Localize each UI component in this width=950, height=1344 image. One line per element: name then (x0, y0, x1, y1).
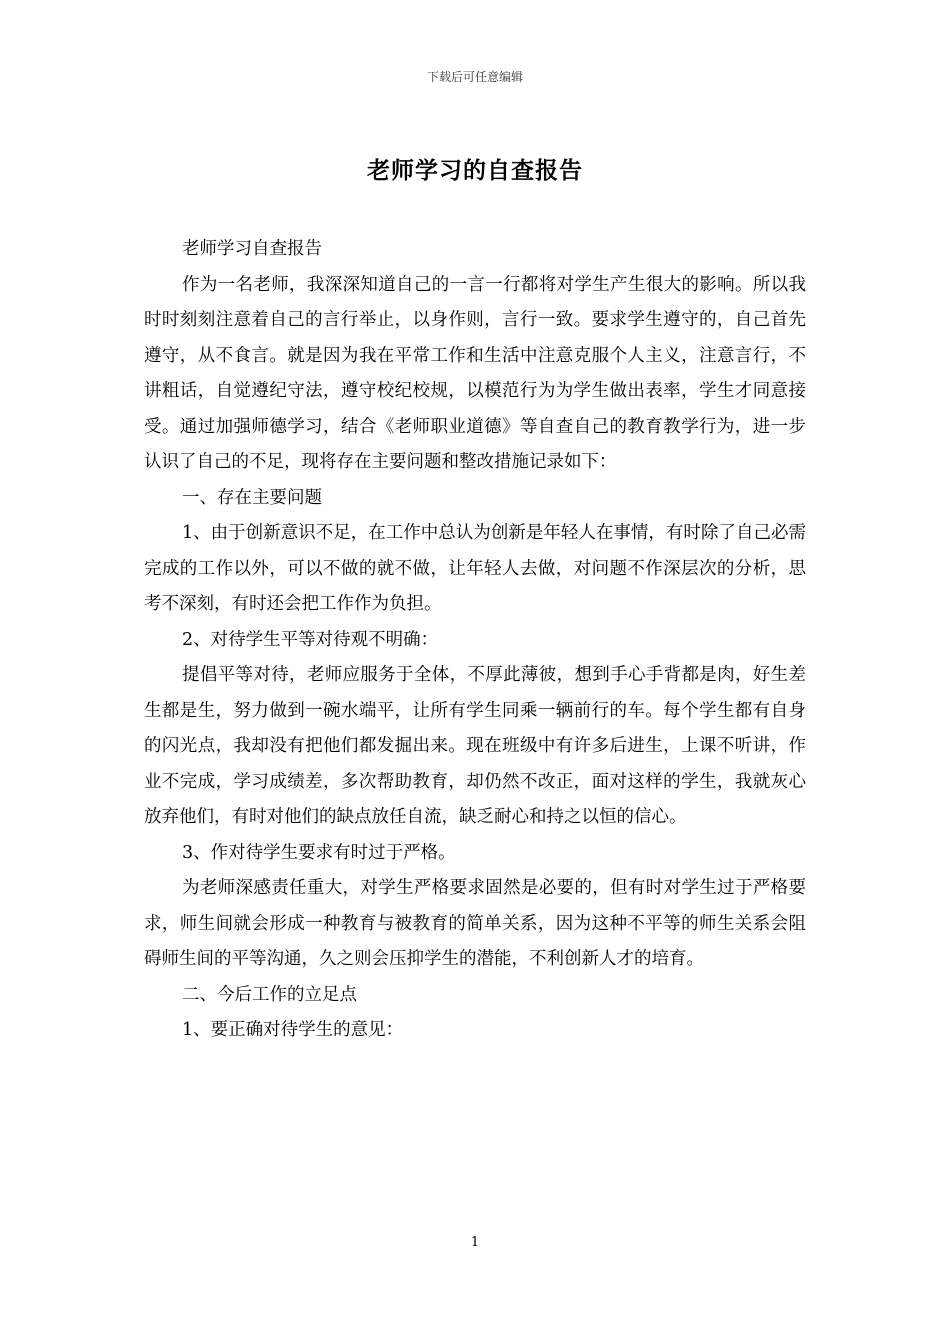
paragraph-subtitle: 老师学习自查报告 (182, 239, 322, 259)
page-number: 1 (470, 1235, 480, 1250)
paragraph-future-1: 1、要正确对待学生的意见： (182, 1020, 404, 1040)
paragraph-problem-2-heading: 2、对待学生平等对待观不明确： (182, 629, 439, 650)
document-body (144, 232, 806, 1049)
header-note: 下载后可任意编辑 (426, 70, 523, 84)
paragraph-problem-2-body: 提倡平等对待，老师应服务于全体，不厚此薄彼，想到手心手背都是肉，好生差生都是生，努力做到一碗水端平，让所有学生同乘一辆前行的车。每个学生都有自身的闪光点，我却没有把他们都发掘出来。现在班级中有许多后进生，上课不听讲，作业不完成，学习成绩差，多次帮助教育，却仍然不改正，面对这样的学生，我就灰心放弃他们，有时对他们的缺点放任自流，缺乏耐心和持之以恒的信心。 (144, 665, 806, 827)
document-title: 老师学习的自查报告 (367, 157, 583, 184)
section-heading-future-work: 二、今后工作的立足点 (182, 984, 357, 1005)
paragraph-intro: 作为一名老师，我深深知道自己的一言一行都将对学生产生很大的影响。所以我时时刻刻注意着自己的言行举止，以身作则，言行一致。要求学生遵守的，自己首先遵守，从不食言。就是因为我在平常工作和生活中注意克服个人主义，注意言行，不讲粗话，自觉遵纪守法，遵守校纪校规，以模范行为为学生做出表率，学生才同意接受。通过加强师德学习，结合《老师职业道德》等自查自己的教育教学行为，进一步认识了自己的不足，现将存在主要问题和整改措施记录如下： (144, 274, 806, 472)
paragraph-problem-3-heading: 3、作对待学生要求有时过于严格。 (182, 842, 456, 863)
paragraph-problem-1: 1、由于创新意识不足，在工作中总认为创新是年轻人在事情，有时除了自己必需完成的工作以外，可以不做的就不做，让年轻人去做，对问题不作深层次的分析，思考不深刻，有时还会把工作作为负担。 (144, 523, 806, 614)
paragraph-problem-3-body: 为老师深感责任重大，对学生严格要求固然是必要的，但有时对学生过于严格要求，师生间就会形成一种教育与被教育的简单关系，因为这种不平等的师生关系会阻碍师生间的平等沟通，久之则会压抑学生的潜能，不利创新人才的培育。 (144, 878, 806, 969)
section-heading-problems: 一、存在主要问题 (182, 487, 322, 508)
